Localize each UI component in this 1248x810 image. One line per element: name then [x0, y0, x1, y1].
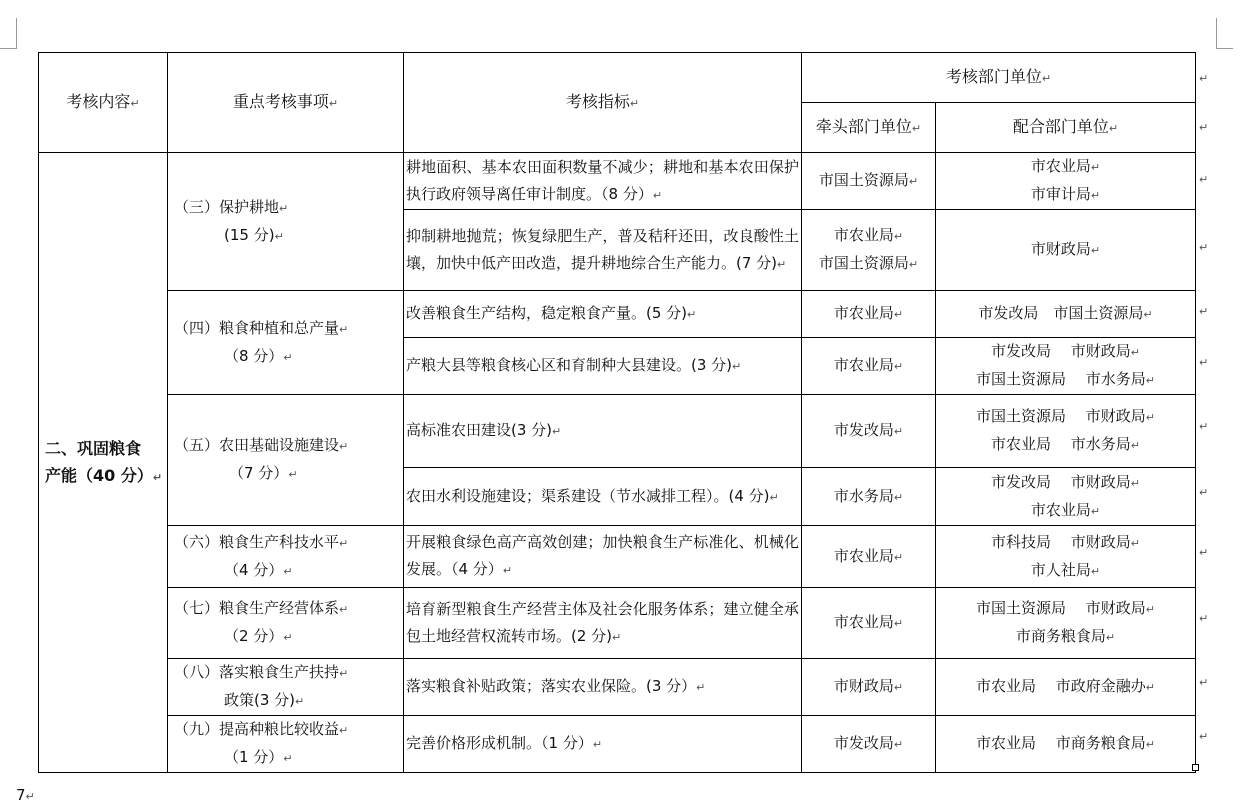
- lead-cell: 市农业局↵: [802, 291, 936, 338]
- page-number: 7↵: [16, 786, 35, 804]
- item-cell: （四）粮食种植和总产量↵ （8 分）↵: [168, 291, 404, 395]
- lead-cell: 市水务局↵: [802, 468, 936, 526]
- row-end-mark: ↵: [1199, 486, 1209, 499]
- lead-cell: 市农业局↵ 市国土资源局↵: [802, 210, 936, 291]
- header-dept-group: 考核部门单位↵: [802, 53, 1196, 103]
- indicator-cell: 完善价格形成机制。（1 分）↵: [404, 716, 802, 773]
- indicator-cell: 改善粮食生产结构，稳定粮食产量。(5 分)↵: [404, 291, 802, 338]
- indicator-cell: 抑制耕地抛荒；恢复绿肥生产，普及秸秆还田，改良酸性土壤，加快中低产田改造，提升耕地综合生产能力。(7 分)↵: [404, 210, 802, 291]
- coop-cell: 市农业局 市商务粮食局↵: [936, 716, 1196, 773]
- row-end-mark: ↵: [1199, 173, 1209, 186]
- row-end-mark: ↵: [1199, 121, 1209, 134]
- coop-cell: 市发改局 市财政局↵ 市国土资源局 市水务局↵: [936, 338, 1196, 395]
- lead-cell: 市农业局↵: [802, 526, 936, 588]
- indicator-cell: 开展粮食绿色高产高效创建；加快粮食生产标准化、机械化发展。（4 分）↵: [404, 526, 802, 588]
- coop-cell: 市农业局 市政府金融办↵: [936, 659, 1196, 716]
- header-lead: 牵头部门单位↵: [802, 103, 936, 153]
- header-content: 考核内容↵: [39, 53, 168, 153]
- header-coop: 配合部门单位↵: [936, 103, 1196, 153]
- coop-cell: 市科技局 市财政局↵ 市人社局↵: [936, 526, 1196, 588]
- category-cell: 二、巩固粮食 产能（40 分）↵: [39, 153, 168, 773]
- item-cell: （七）粮食生产经营体系↵ （2 分）↵: [168, 588, 404, 659]
- lead-cell: 市农业局↵: [802, 588, 936, 659]
- row-end-mark: ↵: [1199, 305, 1209, 318]
- header-indicator: 考核指标↵: [404, 53, 802, 153]
- assessment-table: [38, 52, 1196, 773]
- coop-cell: 市财政局↵: [936, 210, 1196, 291]
- row-end-mark: ↵: [1199, 546, 1209, 559]
- coop-cell: 市农业局↵ 市审计局↵: [936, 153, 1196, 210]
- crop-mark-top-right: [1216, 18, 1233, 49]
- row-end-mark: ↵: [1199, 72, 1209, 85]
- indicator-cell: 耕地面积、基本农田面积数量不减少；耕地和基本农田保护执行政府领导离任审计制度。（8 分）↵: [404, 153, 802, 210]
- coop-cell: 市国土资源局 市财政局↵ 市商务粮食局↵: [936, 588, 1196, 659]
- lead-cell: 市农业局↵: [802, 338, 936, 395]
- lead-cell: 市发改局↵: [802, 395, 936, 468]
- indicator-cell: 培育新型粮食生产经营主体及社会化服务体系；建立健全承包土地经营权流转市场。(2 分)↵: [404, 588, 802, 659]
- coop-cell: 市国土资源局 市财政局↵ 市农业局 市水务局↵: [936, 395, 1196, 468]
- item-cell: （五）农田基础设施建设↵ （7 分）↵: [168, 395, 404, 526]
- item-cell: （三）保护耕地↵ (15 分)↵: [168, 153, 404, 291]
- indicator-cell: 高标准农田建设(3 分)↵: [404, 395, 802, 468]
- row-end-mark: ↵: [1199, 612, 1209, 625]
- row-end-mark: ↵: [1199, 356, 1209, 369]
- row-end-mark: ↵: [1199, 676, 1209, 689]
- lead-cell: 市国土资源局↵: [802, 153, 936, 210]
- lead-cell: 市发改局↵: [802, 716, 936, 773]
- row-end-mark: ↵: [1199, 730, 1209, 743]
- crop-mark-top-left: [0, 18, 17, 49]
- indicator-cell: 产粮大县等粮食核心区和育制种大县建设。(3 分)↵: [404, 338, 802, 395]
- lead-cell: 市财政局↵: [802, 659, 936, 716]
- coop-cell: 市发改局 市财政局↵ 市农业局↵: [936, 468, 1196, 526]
- indicator-cell: 落实粮食补贴政策；落实农业保险。(3 分）↵: [404, 659, 802, 716]
- item-cell: （九）提高种粮比较收益↵ （1 分）↵: [168, 716, 404, 773]
- item-cell: （八）落实粮食生产扶持↵ 政策(3 分)↵: [168, 659, 404, 716]
- row-end-mark: ↵: [1199, 420, 1209, 433]
- indicator-cell: 农田水利设施建设；渠系建设（节水减排工程）。(4 分)↵: [404, 468, 802, 526]
- row-end-mark: ↵: [1199, 241, 1209, 254]
- item-cell: （六）粮食生产科技水平↵ （4 分）↵: [168, 526, 404, 588]
- header-items: 重点考核事项↵: [168, 53, 404, 153]
- coop-cell: 市发改局 市国土资源局↵: [936, 291, 1196, 338]
- table-resize-handle[interactable]: [1192, 764, 1199, 771]
